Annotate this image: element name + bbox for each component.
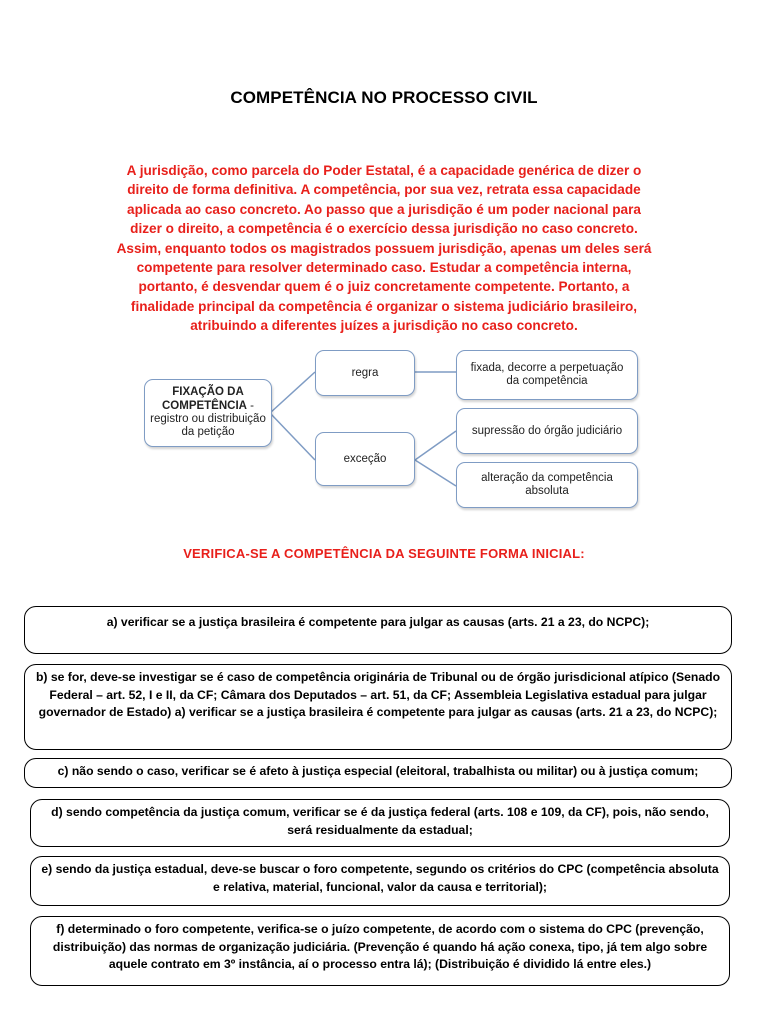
step-box-d: d) sendo competência da justiça comum, verificar se é da justiça federal (arts. 108 e 109, da CF), pois, não sendo, será residualmente da estadual; [30, 799, 730, 847]
connector-excecao-result-2 [415, 460, 456, 486]
step-box-f: f) determinado o foro competente, verifica-se o juízo competente, de acordo com o sistema do CPC (prevenção, distribuição) das normas de organização judiciária. (Prevenção é quando há ação conexa, tipo, já tem algo sobre aquele contrato em 3º instância, aí o processo entra lá); (Distribuição é dividido lá entre eles.) [30, 916, 730, 986]
excecao-label: exceção [343, 452, 387, 465]
step-box-a: a) verificar se a justiça brasileira é competente para julgar as causas (arts. 21 a 23, do NCPC); [24, 606, 732, 654]
main-node-rest-2: registro ou distribuição da petição [150, 413, 266, 439]
diagram-main-node [144, 379, 272, 447]
excecao-result-1-label: supressão do órgão judiciário [471, 424, 623, 437]
main-node-rest-1: - [246, 399, 254, 412]
page-title: COMPETÊNCIA NO PROCESSO CIVIL [230, 88, 538, 107]
diagram-regra-result-node [456, 350, 638, 400]
regra-label: regra [351, 366, 379, 379]
step-box-b: b) se for, deve-se investigar se é caso de competência originária de Tribunal ou de órgão jurisdicional atípico (Senado Federal – art. 52, I e II, da CF; Câmara dos Deputados – art. 51, da CF; Assembleia Legislativa estadual para julgar governador de Estado) a) verificar se a justiça brasileira é competente para julgar as causas (arts. 21 a 23, do NCPC); [24, 664, 732, 750]
connector-main-regra [270, 372, 315, 413]
step-box-c: c) não sendo o caso, verificar se é afeto à justiça especial (eleitoral, trabalhista ou militar) ou à justiça comum; [24, 758, 732, 788]
step-box-e: e) sendo da justiça estadual, deve-se buscar o foro competente, segundo os critérios do CPC (competência absoluta e relativa, material, funcional, valor da causa e territorial); [30, 856, 730, 906]
diagram-excecao-node [315, 432, 415, 486]
excecao-result-2-label: alteração da competência absoluta [481, 472, 613, 497]
competence-diagram [140, 346, 650, 508]
section-subtitle: VERIFICA-SE A COMPETÊNCIA DA SEGUINTE FORMA INICIAL: [183, 546, 585, 561]
diagram-excecao-result-2-node [456, 462, 638, 508]
connector-main-excecao [270, 413, 315, 460]
diagram-regra-node [315, 350, 415, 396]
regra-result-label: fixada, decorre a perpetuação da competência [470, 362, 624, 387]
connector-excecao-result-1 [415, 431, 456, 460]
main-node-bold-2: COMPETÊNCIA [161, 399, 247, 412]
diagram-excecao-result-1-node [456, 408, 638, 454]
main-node-bold-1: FIXAÇÃO DA [172, 386, 244, 399]
intro-paragraph: A jurisdição, como parcela do Poder Estatal, é a capacidade genérica de dizer o direito de forma definitiva. A competência, por sua vez, retrata essa capacidade aplicada ao caso concreto. Ao passo que a jurisdição é um poder nacional para dizer o direito, a competência é o exercício dessa jurisdição no caso concreto. Assim, enquanto todos os magistrados possuem jurisdição, apenas um deles será competente para resolver determinado caso. Estudar a competência interna, portanto, é desvendar quem é o juiz concretamente competente. Portanto, a finalidade principal da competência é organizar o sistema judiciário brasileiro, atribuindo a diferentes juízes a jurisdição no caso concreto. [116, 163, 652, 334]
